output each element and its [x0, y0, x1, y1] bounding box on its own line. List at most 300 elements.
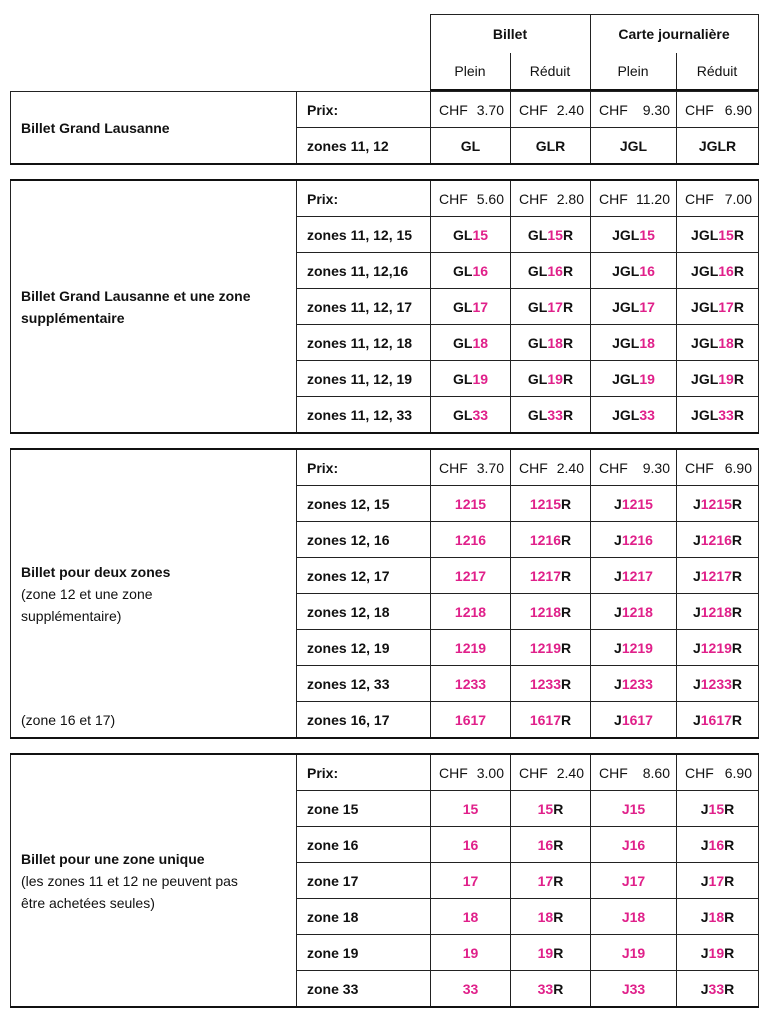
- ticket-code-part: JGLR: [698, 137, 737, 154]
- price-currency: CHF: [685, 764, 714, 781]
- ticket-code-part: 1215: [529, 495, 562, 512]
- ticket-code-part: R: [561, 531, 572, 548]
- section-subtitle: (les zones 11 et 12 ne peuvent pas: [21, 872, 238, 889]
- ticket-code-part: J: [621, 908, 630, 925]
- ticket-code: [677, 253, 759, 289]
- ticket-code-part: 19: [472, 370, 489, 387]
- ticket-code-part: 1217: [621, 567, 653, 584]
- price-currency: CHF: [599, 459, 628, 476]
- zone-label: zone 33: [297, 971, 431, 1008]
- ticket-code-part: 17: [639, 298, 655, 315]
- ticket-code-part: J: [614, 675, 622, 692]
- ticket-code-part: 1617: [621, 711, 653, 728]
- ticket-code: [511, 361, 591, 397]
- ticket-code-part: 19: [537, 944, 554, 961]
- ticket-code: [511, 522, 591, 558]
- price-amount: 2.40: [556, 101, 584, 118]
- ticket-code: [677, 702, 759, 739]
- prix-label: Prix:: [297, 449, 431, 486]
- ticket-code-part: 15: [718, 226, 734, 243]
- ticket-code: [431, 666, 511, 702]
- ticket-code-part: 1216: [700, 531, 732, 548]
- ticket-code-part: JGL: [691, 226, 719, 243]
- ticket-code-part: J: [621, 872, 630, 889]
- ticket-code: [511, 217, 591, 253]
- ticket-code-part: R: [561, 675, 572, 692]
- price-currency: CHF: [439, 764, 468, 781]
- ticket-code-part: 1219: [700, 639, 732, 656]
- ticket-code: [511, 702, 591, 739]
- ticket-code: [511, 899, 591, 935]
- section-gap: [10, 739, 758, 753]
- ticket-code-part: 18: [708, 908, 725, 925]
- zone-label: zones 12, 15: [297, 486, 431, 522]
- ticket-code-part: 18: [547, 334, 563, 351]
- ticket-code-part: GL: [460, 137, 481, 154]
- ticket-code-part: J: [614, 531, 622, 548]
- ticket-code: [591, 971, 677, 1008]
- price-currency: CHF: [685, 190, 714, 207]
- ticket-code-part: 33: [547, 406, 563, 423]
- header-billet-reduit: Réduit: [510, 53, 590, 90]
- ticket-code-part: 16: [629, 836, 646, 853]
- ticket-code: [431, 899, 511, 935]
- zone-label: zones 11, 12,16: [297, 253, 431, 289]
- ticket-code-part: 1218: [700, 603, 732, 620]
- ticket-code: [431, 397, 511, 434]
- ticket-code-part: R: [724, 908, 735, 925]
- price-currency: CHF: [685, 101, 714, 118]
- ticket-code-part: J: [621, 980, 630, 997]
- zone-label: zone 15: [297, 791, 431, 827]
- ticket-code-part: 19: [639, 370, 655, 387]
- ticket-code-part: GL: [527, 334, 548, 351]
- ticket-code-part: R: [562, 406, 574, 423]
- ticket-code-part: JGL: [691, 406, 719, 423]
- ticket-code-part: 1233: [529, 675, 562, 692]
- ticket-code-part: JGL: [612, 226, 640, 243]
- ticket-code-part: R: [731, 495, 743, 512]
- ticket-code-part: JGL: [691, 298, 719, 315]
- zone-label: zones 11, 12, 18: [297, 325, 431, 361]
- ticket-code: [511, 791, 591, 827]
- ticket-code: [431, 827, 511, 863]
- section-description: [11, 92, 297, 165]
- ticket-code-part: 17: [472, 298, 489, 315]
- zone-label: zones 12, 19: [297, 630, 431, 666]
- ticket-code-part: 1218: [454, 603, 487, 620]
- ticket-code-part: 1217: [529, 567, 562, 584]
- price-amount: 3.70: [476, 459, 504, 476]
- ticket-code-part: R: [733, 262, 744, 279]
- ticket-code: [677, 827, 759, 863]
- section-bottom-note: (zone 16 et 17): [21, 712, 116, 728]
- fare-header-table: [10, 14, 759, 91]
- ticket-code: [431, 253, 511, 289]
- ticket-code-part: R: [724, 944, 735, 961]
- section-gap: [10, 434, 758, 448]
- price-cell: [591, 754, 677, 791]
- ticket-code-part: J: [700, 836, 709, 853]
- ticket-code: [511, 253, 591, 289]
- ticket-code-part: R: [733, 226, 744, 243]
- ticket-code-part: J: [614, 495, 622, 512]
- price-amount: 2.80: [556, 190, 584, 207]
- ticket-code-part: J: [700, 872, 709, 889]
- ticket-code-part: 15: [639, 226, 655, 243]
- ticket-code-part: J: [700, 800, 709, 817]
- ticket-code: [431, 486, 511, 522]
- ticket-code-part: 1218: [529, 603, 562, 620]
- ticket-code-part: GL: [452, 226, 473, 243]
- ticket-code-part: 19: [547, 370, 563, 387]
- ticket-code-part: 18: [537, 908, 554, 925]
- ticket-code-part: 18: [629, 908, 646, 925]
- ticket-code: [591, 594, 677, 630]
- ticket-code-part: 33: [472, 406, 489, 423]
- ticket-code: [677, 971, 759, 1008]
- ticket-code: [431, 128, 511, 165]
- ticket-code: [511, 827, 591, 863]
- ticket-code-part: 17: [708, 872, 725, 889]
- ticket-code-part: R: [724, 980, 735, 997]
- section-title: Billet pour une zone unique: [21, 850, 205, 867]
- zone-label: zones 12, 17: [297, 558, 431, 594]
- price-currency: CHF: [519, 190, 548, 207]
- ticket-code-part: 18: [462, 908, 479, 925]
- ticket-code-part: GLR: [535, 137, 566, 154]
- ticket-code: [511, 630, 591, 666]
- ticket-code-part: 19: [462, 944, 479, 961]
- price-cell: [511, 449, 591, 486]
- section-title: Billet Grand Lausanne et une zone: [21, 287, 251, 304]
- ticket-code-part: R: [733, 406, 744, 423]
- ticket-code-part: 1233: [700, 675, 732, 692]
- ticket-code-part: 1219: [621, 639, 653, 656]
- ticket-code: [677, 791, 759, 827]
- ticket-code: [677, 486, 759, 522]
- ticket-code-part: GL: [452, 262, 473, 279]
- ticket-code-part: J: [692, 639, 701, 656]
- price-cell: [511, 754, 591, 791]
- ticket-code-part: 19: [718, 370, 734, 387]
- ticket-code-part: R: [553, 872, 564, 889]
- ticket-code-part: 1215: [454, 495, 487, 512]
- ticket-code: [431, 702, 511, 739]
- ticket-code: [677, 935, 759, 971]
- ticket-code-part: J: [692, 711, 701, 728]
- price-cell: [431, 449, 511, 486]
- ticket-code-part: 18: [639, 334, 655, 351]
- price-amount: 6.90: [724, 459, 752, 476]
- ticket-code-part: J: [692, 567, 701, 584]
- ticket-code-part: 1617: [454, 711, 487, 728]
- price-cell: [677, 754, 759, 791]
- ticket-code-part: 17: [537, 872, 554, 889]
- ticket-code-part: 16: [639, 262, 655, 279]
- ticket-code-part: 1233: [454, 675, 487, 692]
- ticket-code-part: R: [733, 370, 744, 387]
- ticket-code-part: R: [561, 495, 572, 512]
- ticket-code-part: 1216: [621, 531, 653, 548]
- ticket-code: [511, 289, 591, 325]
- price-amount: 7.00: [724, 190, 752, 207]
- ticket-code: [591, 289, 677, 325]
- ticket-code-part: J: [692, 603, 701, 620]
- ticket-code: [511, 666, 591, 702]
- ticket-code: [511, 594, 591, 630]
- ticket-code-part: 17: [718, 298, 734, 315]
- fare-section-table: [10, 753, 759, 1008]
- ticket-code-part: GL: [527, 262, 548, 279]
- zone-label: zone 16: [297, 827, 431, 863]
- ticket-code: [431, 522, 511, 558]
- zone-label: zones 12, 18: [297, 594, 431, 630]
- ticket-code-part: R: [562, 334, 574, 351]
- ticket-code: [511, 863, 591, 899]
- price-amount: 6.90: [724, 764, 752, 781]
- price-amount: 8.60: [642, 764, 670, 781]
- price-cell: [677, 92, 759, 128]
- ticket-code: [431, 558, 511, 594]
- zone-label: zones 11, 12, 17: [297, 289, 431, 325]
- price-cell: [591, 449, 677, 486]
- ticket-code-part: R: [562, 370, 574, 387]
- ticket-code-part: J: [614, 639, 622, 656]
- price-amount: 3.00: [476, 764, 504, 781]
- ticket-code-part: JGL: [691, 370, 719, 387]
- header-billet: Billet: [430, 15, 590, 54]
- ticket-code-part: R: [733, 334, 744, 351]
- ticket-code-part: R: [731, 603, 743, 620]
- ticket-code-part: 1217: [700, 567, 732, 584]
- ticket-code-part: J: [621, 944, 630, 961]
- ticket-code-part: JGL: [612, 334, 640, 351]
- price-amount: 2.40: [556, 764, 584, 781]
- price-currency: CHF: [685, 459, 714, 476]
- zone-label: zone 19: [297, 935, 431, 971]
- ticket-code-part: GL: [452, 406, 473, 423]
- ticket-code: [431, 630, 511, 666]
- ticket-code: [591, 666, 677, 702]
- ticket-code: [431, 971, 511, 1008]
- ticket-code-part: 19: [629, 944, 646, 961]
- ticket-code-part: JGL: [612, 370, 640, 387]
- zone-label: zones 12, 16: [297, 522, 431, 558]
- header-carte-plein: Plein: [590, 53, 676, 90]
- ticket-code-part: R: [731, 531, 743, 548]
- ticket-code-part: 1215: [621, 495, 653, 512]
- ticket-code-part: 15: [547, 226, 563, 243]
- section-description: [11, 180, 297, 433]
- ticket-code-part: J: [621, 836, 630, 853]
- ticket-code-part: 1617: [700, 711, 732, 728]
- price-cell: [591, 180, 677, 217]
- header-billet-plein: Plein: [430, 53, 510, 90]
- ticket-code-part: R: [562, 298, 574, 315]
- ticket-code-part: 1218: [621, 603, 653, 620]
- ticket-code-part: JGL: [612, 298, 640, 315]
- ticket-code: [677, 522, 759, 558]
- ticket-code-part: 1233: [621, 675, 653, 692]
- ticket-code: [431, 361, 511, 397]
- ticket-code: [511, 128, 591, 165]
- ticket-code-part: R: [553, 908, 564, 925]
- ticket-code: [677, 325, 759, 361]
- ticket-code-part: GL: [527, 370, 548, 387]
- ticket-code: [591, 827, 677, 863]
- ticket-code-part: J: [614, 711, 622, 728]
- ticket-code-part: R: [724, 872, 735, 889]
- ticket-code: [431, 217, 511, 253]
- ticket-code: [431, 863, 511, 899]
- price-cell: [511, 180, 591, 217]
- section-gap: [10, 165, 758, 179]
- price-amount: 5.60: [476, 190, 504, 207]
- ticket-code-part: R: [562, 262, 574, 279]
- prix-label: Prix:: [297, 180, 431, 217]
- ticket-code: [511, 971, 591, 1008]
- price-amount: 11.20: [636, 190, 670, 207]
- price-currency: CHF: [599, 764, 628, 781]
- price-currency: CHF: [439, 190, 468, 207]
- ticket-code: [591, 630, 677, 666]
- price-amount: 9.30: [642, 459, 670, 476]
- ticket-code: [591, 863, 677, 899]
- ticket-code: [431, 325, 511, 361]
- header-carte-reduit: Réduit: [676, 53, 758, 90]
- prix-label: Prix:: [297, 754, 431, 791]
- ticket-code-part: R: [724, 836, 735, 853]
- ticket-code: [591, 397, 677, 434]
- ticket-code: [591, 702, 677, 739]
- ticket-code-part: R: [724, 800, 735, 817]
- ticket-code-part: 1216: [529, 531, 562, 548]
- ticket-code: [591, 486, 677, 522]
- ticket-code: [591, 128, 677, 165]
- ticket-code-part: 15: [472, 226, 489, 243]
- ticket-code-part: R: [731, 711, 743, 728]
- section-description: [11, 449, 297, 738]
- ticket-code-part: 18: [472, 334, 489, 351]
- ticket-code: [431, 935, 511, 971]
- ticket-code-part: R: [561, 603, 572, 620]
- ticket-code-part: 17: [462, 872, 479, 889]
- price-cell: [591, 92, 677, 128]
- ticket-code-part: 15: [462, 800, 479, 817]
- ticket-code-part: J: [700, 908, 709, 925]
- ticket-code-part: JGL: [612, 406, 640, 423]
- section-description: [11, 754, 297, 1007]
- section-title: Billet Grand Lausanne: [21, 119, 170, 136]
- ticket-code: [511, 397, 591, 434]
- section-subtitle-2: être achetées seules): [21, 894, 155, 911]
- ticket-code-part: 1217: [454, 567, 487, 584]
- ticket-code-part: GL: [527, 226, 548, 243]
- ticket-code-part: R: [731, 675, 743, 692]
- ticket-code-part: J: [692, 531, 701, 548]
- fare-table-page: [10, 14, 758, 1008]
- ticket-code-part: GL: [452, 334, 473, 351]
- price-cell: [677, 180, 759, 217]
- price-amount: 6.90: [724, 101, 752, 118]
- ticket-code: [677, 666, 759, 702]
- ticket-code: [677, 361, 759, 397]
- ticket-code-part: 19: [708, 944, 725, 961]
- ticket-code-part: R: [733, 298, 744, 315]
- price-cell: [511, 92, 591, 128]
- ticket-code-part: J: [621, 800, 630, 817]
- fare-section-table: [10, 91, 759, 165]
- ticket-code: [591, 935, 677, 971]
- ticket-code-part: J: [614, 567, 622, 584]
- price-amount: 9.30: [642, 101, 670, 118]
- ticket-code-part: 15: [708, 800, 725, 817]
- fare-section-table: [10, 448, 759, 739]
- ticket-code-part: 33: [462, 980, 479, 997]
- ticket-code: [591, 522, 677, 558]
- ticket-code: [511, 486, 591, 522]
- ticket-code: [511, 325, 591, 361]
- ticket-code: [677, 397, 759, 434]
- ticket-code-part: R: [553, 944, 564, 961]
- price-currency: CHF: [439, 459, 468, 476]
- ticket-code-part: 1617: [529, 711, 562, 728]
- ticket-code: [591, 899, 677, 935]
- price-amount: 2.40: [556, 459, 584, 476]
- zone-label: zones 11, 12, 15: [297, 217, 431, 253]
- ticket-code-part: 16: [718, 262, 734, 279]
- price-cell: [431, 180, 511, 217]
- ticket-code-part: R: [562, 226, 574, 243]
- ticket-code: [591, 791, 677, 827]
- price-currency: CHF: [599, 101, 628, 118]
- ticket-code: [591, 361, 677, 397]
- ticket-code-part: 16: [537, 836, 554, 853]
- ticket-code-part: 16: [547, 262, 563, 279]
- fare-section-table: [10, 179, 759, 434]
- price-cell: [431, 754, 511, 791]
- price-currency: CHF: [439, 101, 468, 118]
- ticket-code-part: R: [731, 639, 743, 656]
- ticket-code: [677, 217, 759, 253]
- ticket-code: [591, 325, 677, 361]
- ticket-code-part: 17: [629, 872, 646, 889]
- ticket-code: [677, 558, 759, 594]
- ticket-code-part: GL: [527, 298, 548, 315]
- ticket-code: [677, 863, 759, 899]
- ticket-code-part: 33: [708, 980, 725, 997]
- header-blank: [10, 15, 430, 91]
- ticket-code-part: 1216: [454, 531, 487, 548]
- section-subtitle: supplémentaire: [21, 309, 125, 326]
- ticket-code: [677, 630, 759, 666]
- ticket-code-part: 15: [537, 800, 554, 817]
- ticket-code-part: R: [561, 567, 572, 584]
- ticket-code-part: JGL: [691, 334, 719, 351]
- section-subtitle-2: supplémentaire): [21, 607, 122, 624]
- ticket-code-part: J: [700, 944, 709, 961]
- zone-label: zones 11, 12, 19: [297, 361, 431, 397]
- ticket-code: [511, 558, 591, 594]
- ticket-code-part: J: [692, 495, 701, 512]
- ticket-code-part: R: [731, 567, 743, 584]
- ticket-code-part: 1215: [700, 495, 732, 512]
- ticket-code-part: GL: [452, 298, 473, 315]
- ticket-code-part: 16: [462, 836, 479, 853]
- price-currency: CHF: [519, 459, 548, 476]
- zone-label: zones 11, 12, 33: [297, 397, 431, 434]
